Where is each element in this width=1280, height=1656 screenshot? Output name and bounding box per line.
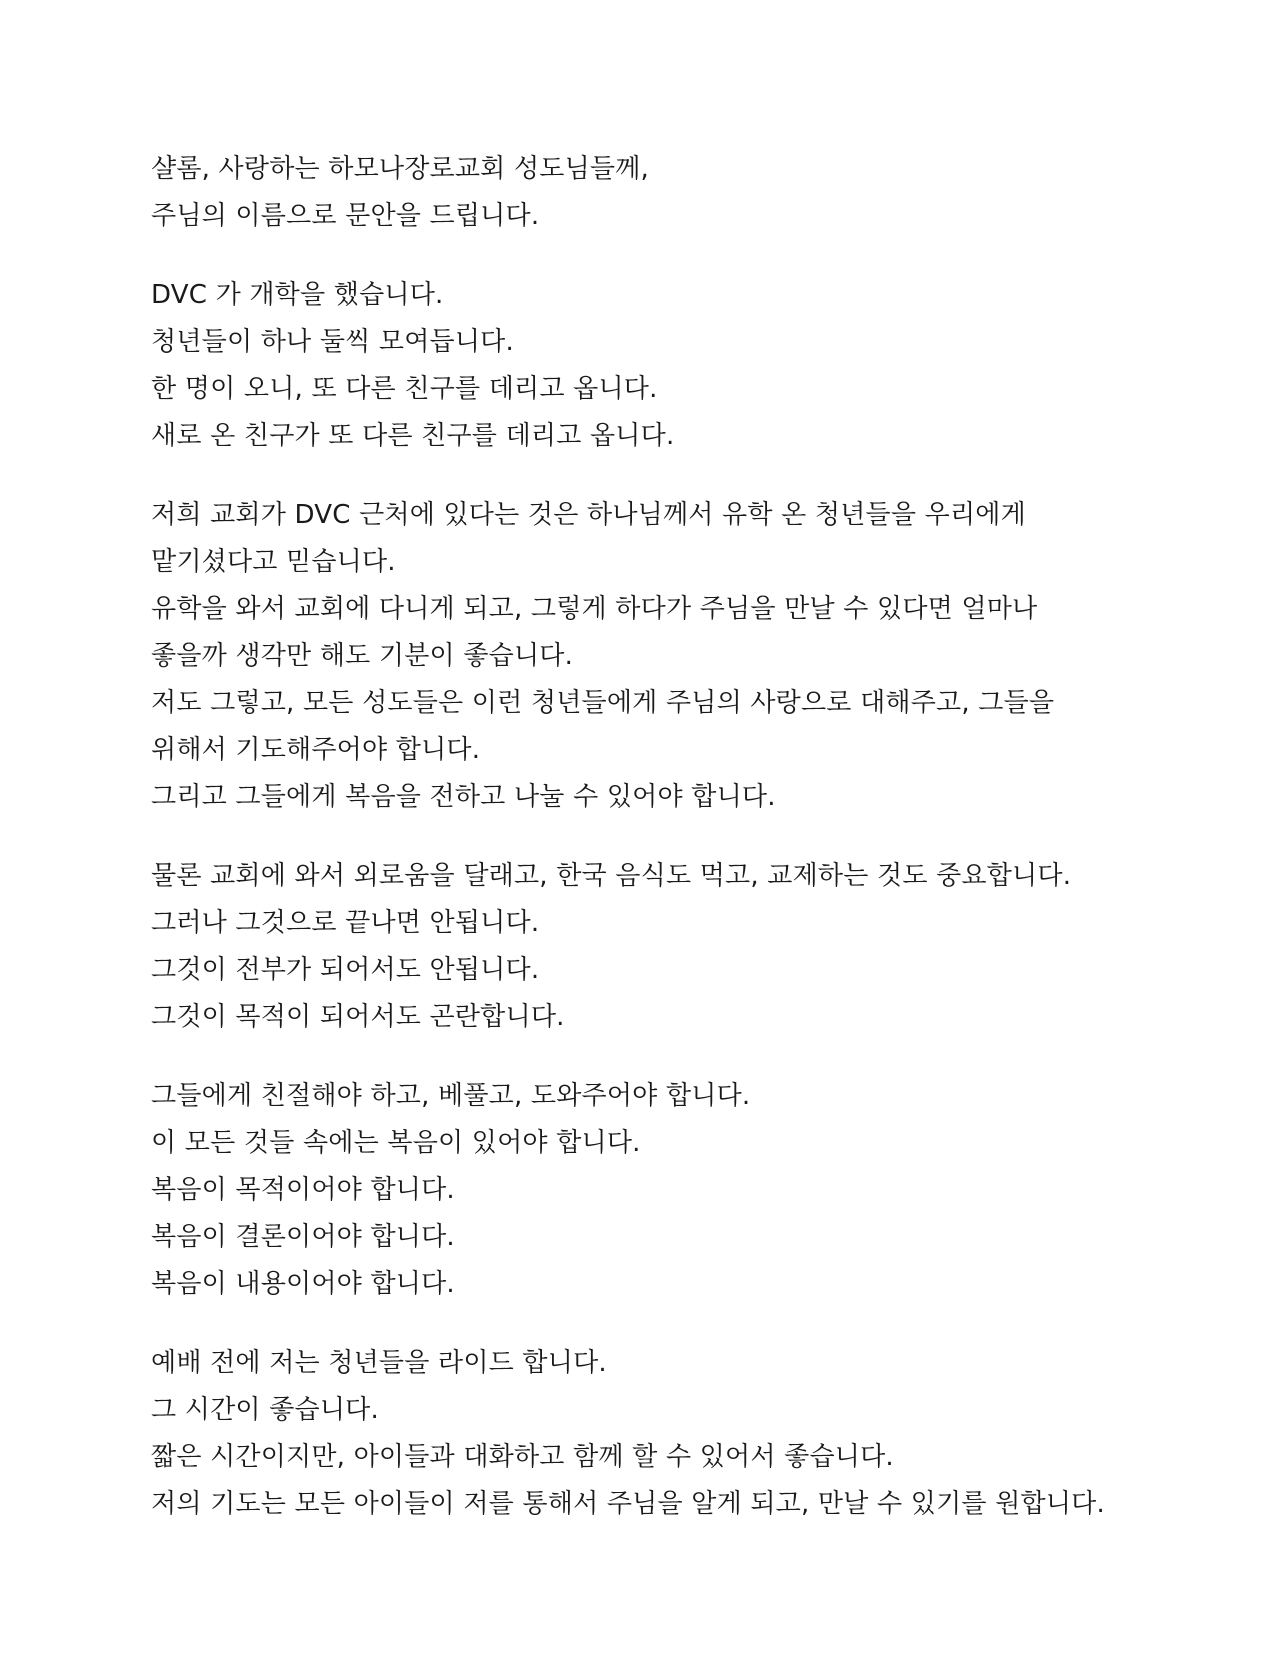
text-line: 복음이 목적이어야 합니다. (151, 1175, 455, 1205)
paragraph (151, 1073, 1251, 1308)
text-line: 그들에게 친절해야 하고, 베풀고, 도와주어야 합니다. (151, 1081, 751, 1111)
text-line: 맡기셨다고 믿습니다. (151, 547, 396, 577)
text-line: 청년들이 하나 둘씩 모여듭니다. (151, 327, 514, 357)
paragraph (151, 492, 1251, 821)
text-line: 복음이 결론이어야 합니다. (151, 1222, 455, 1252)
text-line: 위해서 기도해주어야 합니다. (151, 735, 481, 765)
text-line: 한 명이 오니, 또 다른 친구를 데리고 옵니다. (151, 374, 658, 404)
text-line: 그리고 그들에게 복음을 전하고 나눌 수 있어야 합니다. (151, 782, 776, 812)
text-line: 저희 교회가 DVC 근처에 있다는 것은 하나님께서 유학 온 청년들을 우리에게 (151, 500, 1026, 530)
paragraph (151, 272, 1251, 460)
text-line: 저의 기도는 모든 아이들이 저를 통해서 주님을 알게 되고, 만날 수 있기를 원합니다. (151, 1489, 1105, 1519)
text-line: 새로 온 친구가 또 다른 친구를 데리고 옵니다. (151, 421, 675, 451)
text-line: 주님의 이름으로 문안을 드립니다. (151, 201, 540, 231)
text-line: 그 시간이 좋습니다. (151, 1395, 379, 1425)
text-line: 이 모든 것들 속에는 복음이 있어야 합니다. (151, 1128, 641, 1158)
text-line: DVC 가 개학을 했습니다. (151, 280, 444, 310)
paragraph (151, 146, 1251, 240)
text-line: 그것이 전부가 되어서도 안됩니다. (151, 955, 540, 985)
text-line: 물론 교회에 와서 외로움을 달래고, 한국 음식도 먹고, 교제하는 것도 중요합니다. (151, 861, 1072, 891)
text-line: 유학을 와서 교회에 다니게 되고, 그렇게 하다가 주님을 만날 수 있다면 얼마나 (151, 594, 1038, 624)
paragraph (151, 1340, 1251, 1528)
text-line: 예배 전에 저는 청년들을 라이드 합니다. (151, 1348, 607, 1378)
text-line: 저도 그렇고, 모든 성도들은 이런 청년들에게 주님의 사랑으로 대해주고, 그들을 (151, 688, 1055, 718)
text-line: 샬롬, 사랑하는 하모나장로교회 성도님들께, (151, 154, 650, 184)
text-line: 복음이 내용이어야 합니다. (151, 1269, 455, 1299)
paragraph (151, 853, 1251, 1041)
text-line: 좋을까 생각만 해도 기분이 좋습니다. (151, 641, 574, 671)
letter-body (151, 146, 1251, 1560)
text-line: 그러나 그것으로 끝나면 안됩니다. (151, 908, 540, 938)
text-line: 짧은 시간이지만, 아이들과 대화하고 함께 할 수 있어서 좋습니다. (151, 1442, 894, 1472)
text-line: 그것이 목적이 되어서도 곤란합니다. (151, 1002, 565, 1032)
